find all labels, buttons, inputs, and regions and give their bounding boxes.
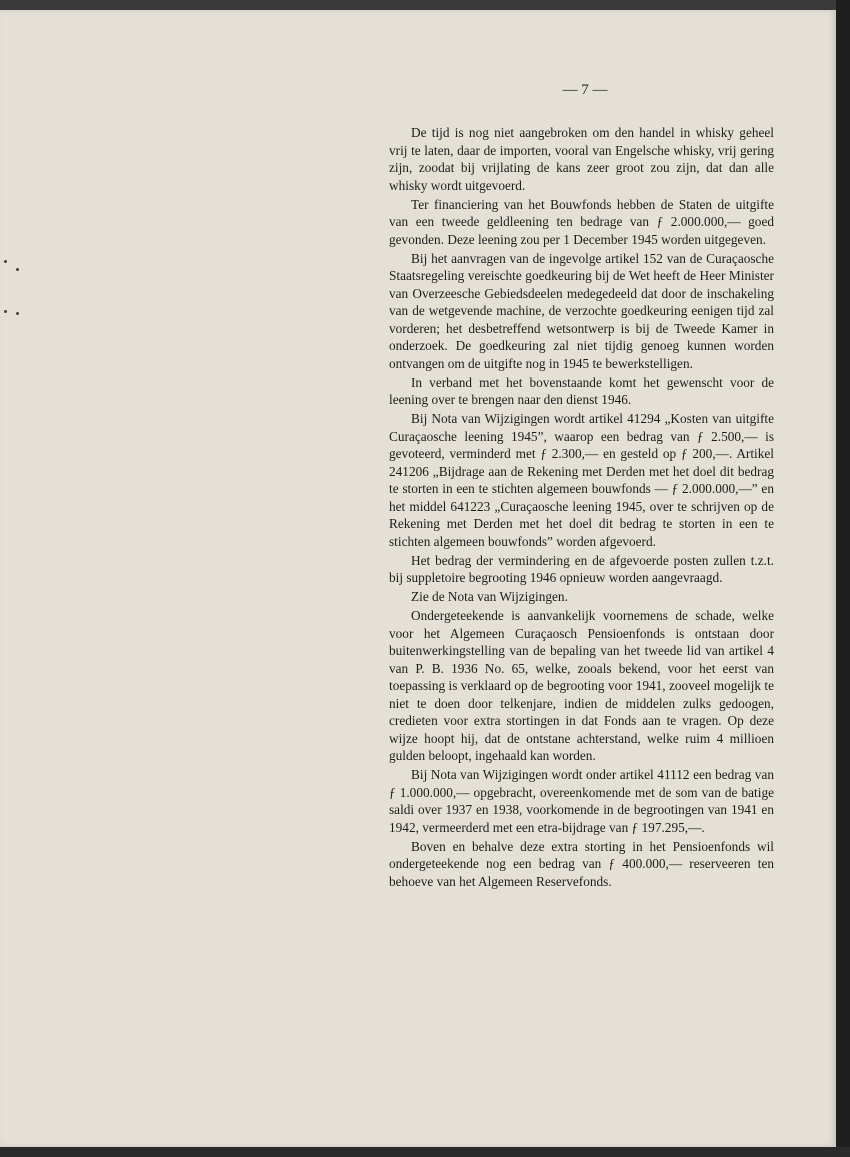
margin-mark xyxy=(4,260,7,263)
paragraph: In verband met het bovenstaande komt het gewenscht voor de leening over te brengen naar den dienst 1946. xyxy=(389,374,774,407)
scan-border-right xyxy=(836,0,850,1157)
margin-mark xyxy=(16,268,19,271)
paragraph: Ondergeteekende is aanvankelijk voornemens de schade, welke voor het Algemeen Curaçaosch Pensioenfonds is ontstaan door buitenwerkingstelling van de bepaling van het tweede lid van artikel 4 van P. B. 1936 No. 65, welke, zooals bekend, voor het eerst van toepassing is verklaard op de begrooting voor 1941, zooveel mogelijk te niet te doen door telkenjare, indien de middelen zulks gedoogen, credieten voor extra stortingen in dat Fonds aan te vragen. Op deze wijze hoopt hij, dat de ontstane achterstand, welke ruim 4 millioen gulden beloopt, ingehaald kan worden. xyxy=(389,608,774,763)
body-text xyxy=(389,124,774,892)
paragraph: Bij Nota van Wijzigingen wordt onder artikel 41112 een bedrag van ƒ 1.000.000,— opgebracht, overeenkomende met de som van de batige saldi over 1937 en 1938, voorkomende in de begrootingen van 1941 en 1942, vermeerderd met een etra-bijdrage van ƒ 197.295,—. xyxy=(389,767,774,835)
paragraph: Bij Nota van Wijzigingen wordt artikel 41294 „Kosten van uitgifte Curaçaosche leening 1945”, waarop een bedrag van ƒ 2.500,— is gevoteerd, verminderd met ƒ 2.300,— en gesteld op ƒ 200,—. Artikel 241206 „Bijdrage aan de Rekening met Derden met het doel dit bedrag te storten in een te stichten algemeen bouwfonds — ƒ 2.000.000,—” en het middel 641223 „Curaçaosche leening 1945, over te schrijven op de Rekening met Derden met het doel dit bedrag te storten in een te stichten algemeen bouwfonds” worden afgevoerd. xyxy=(389,411,774,549)
margin-mark xyxy=(4,310,7,313)
margin-mark xyxy=(16,312,19,315)
paragraph: Bij het aanvragen van de ingevolge artikel 152 van de Curaçaosche Staatsregeling vereischte goedkeuring bij de Wet heeft de Heer Minister van Overzeesche Gebiedsdeelen medegedeeld dat door de inschakeling van de wetgevende machine, de verzochte goedkeuring eenigen tijd zal vorderen; het desbetreffend wetsontwerp is bij de Tweede Kamer in onderzoek. De goedkeuring zal niet tijdig genoeg kunnen worden ontvangen om de uitgifte nog in 1945 te bewerkstelligen. xyxy=(389,250,774,371)
paragraph: Ter financiering van het Bouwfonds hebben de Staten de uitgifte van een tweede geldleening ten bedrage van ƒ 2.000.000,— goed gevonden. Deze leening zou per 1 December 1945 worden uitgegeven. xyxy=(389,196,774,247)
paragraph: Zie de Nota van Wijzigingen. xyxy=(411,589,568,604)
scan-border-bottom xyxy=(0,1147,850,1157)
paragraph: De tijd is nog niet aangebroken om den handel in whisky geheel vrij te laten, daar de importen, vooral van Engelsche whisky, vrij gering zijn, zoodat bij vrijlating de kans zeer groot zou zijn, dat dan alle whisky wordt uitgevoerd. xyxy=(389,125,774,193)
page-number: — 7 — xyxy=(562,82,608,98)
scan-border-top xyxy=(0,0,850,10)
paragraph: Boven en behalve deze extra storting in het Pensioenfonds wil ondergeteekende nog een bedrag van ƒ 400.000,— reserveeren ten behoeve van het Algemeen Reservefonds. xyxy=(389,838,774,889)
paragraph: Het bedrag der vermindering en de afgevoerde posten zullen t.z.t. bij suppletoire begrooting 1946 opnieuw worden aangevraagd. xyxy=(389,552,774,585)
